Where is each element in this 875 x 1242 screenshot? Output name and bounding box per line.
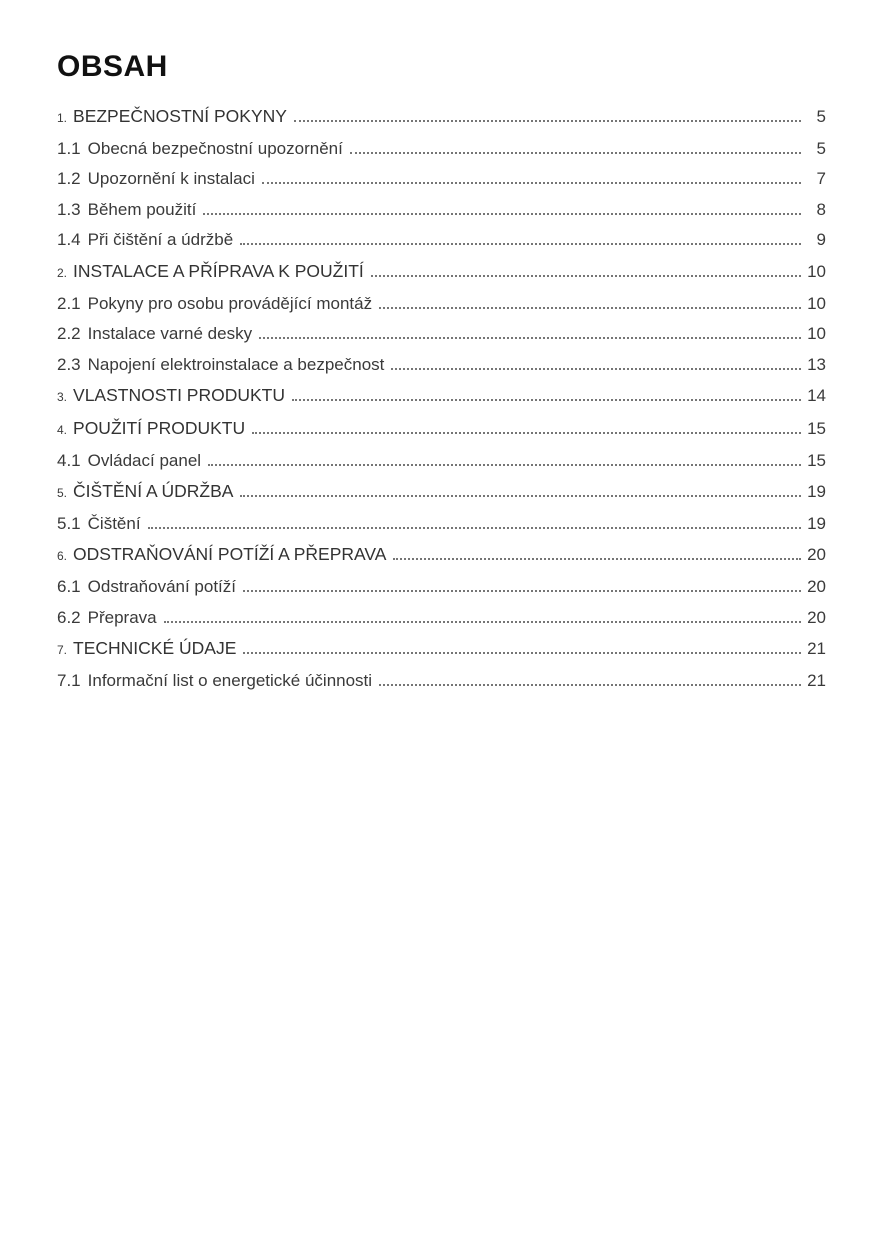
toc-entry-label: Ovládací panel — [87, 450, 202, 470]
toc-leader-dots — [391, 368, 801, 370]
toc-entry-label: VLASTNOSTI PRODUKTU — [73, 385, 285, 406]
toc-entry-page: 5 — [816, 107, 826, 126]
toc-entry-number: 1. — [57, 111, 68, 125]
toc-entry-label: Odstraňování potíží — [87, 576, 237, 596]
toc-entry-number: 1.1 — [57, 138, 81, 158]
toc-entry-number: 6. — [57, 549, 68, 564]
toc-entry-number: 7.1 — [57, 670, 81, 690]
toc-entry — [57, 164, 826, 195]
toc-leader-dots — [240, 243, 801, 245]
toc-entry-number: 6.1 — [57, 576, 81, 596]
toc-entry-label: TECHNICKÉ ÚDAJE — [73, 638, 237, 659]
toc-entry — [57, 256, 826, 289]
toc-entry — [57, 603, 826, 634]
toc-entry-page: 14 — [807, 386, 826, 406]
toc-entry-number: 1.3 — [57, 199, 81, 219]
toc-entry — [57, 350, 826, 381]
toc-entry-number: 5.1 — [57, 513, 81, 533]
toc-entry-number: 7. — [57, 643, 68, 658]
toc-entry-label: Během použití — [87, 199, 197, 219]
toc-leader-dots — [240, 495, 801, 497]
toc-entry-label: Přeprava — [87, 607, 157, 627]
toc-leader-dots — [203, 213, 801, 215]
toc-entry-label: Čištění — [87, 513, 141, 533]
toc-entry-label: POUŽITÍ PRODUKTU — [73, 417, 246, 438]
toc-entry — [57, 476, 826, 509]
toc-entry-label: BEZPEČNOSTNÍ POKYNY — [73, 106, 287, 126]
toc-entry-page: 21 — [807, 639, 826, 659]
toc-entry-page: 15 — [807, 418, 826, 438]
toc-leader-dots — [243, 590, 801, 592]
toc-entry — [57, 101, 826, 134]
toc-entry — [57, 225, 826, 256]
toc-leader-dots — [262, 182, 801, 184]
toc-entry — [57, 319, 826, 350]
toc-entry-page: 19 — [807, 482, 826, 502]
toc-leader-dots — [259, 337, 801, 339]
toc-entry-page: 10 — [807, 261, 826, 281]
toc-leader-dots — [294, 120, 801, 122]
toc-entry-page: 7 — [816, 169, 826, 189]
toc-entry-page: 20 — [807, 545, 826, 565]
toc-entry — [57, 413, 826, 446]
toc-entry-number: 2.3 — [57, 354, 81, 374]
toc-entry — [57, 289, 826, 320]
toc-leader-dots — [350, 152, 801, 154]
toc-entry — [57, 666, 826, 697]
toc-entry-page: 19 — [807, 513, 826, 533]
toc-leader-dots — [243, 652, 801, 654]
toc-entry-label: Instalace varné desky — [87, 324, 253, 344]
toc-entry-label: Při čištění a údržbě — [87, 230, 234, 250]
toc-entry — [57, 134, 826, 165]
toc-entry-label: INSTALACE A PŘÍPRAVA K POUŽITÍ — [73, 260, 364, 281]
toc-entry-number: 4. — [57, 422, 68, 437]
toc-entry-label: ODSTRAŇOVÁNÍ POTÍŽÍ A PŘEPRAVA — [73, 544, 387, 565]
toc-entry-label: Informační list o energetické účinnosti — [87, 670, 373, 690]
toc-entry-number: 5. — [57, 486, 68, 501]
toc-entry-number: 2.2 — [57, 324, 81, 344]
toc-leader-dots — [208, 464, 801, 466]
toc-leader-dots — [371, 275, 801, 277]
toc-entry-page: 13 — [807, 354, 826, 374]
toc-leader-dots — [379, 684, 801, 686]
toc-entry-number: 2. — [57, 265, 68, 280]
toc-entry — [57, 572, 826, 603]
toc-entry-page: 5 — [816, 138, 826, 158]
toc-entry-number: 6.2 — [57, 607, 81, 627]
toc-entry-page: 10 — [807, 293, 826, 313]
toc-entry — [57, 380, 826, 413]
toc-entry — [57, 195, 826, 226]
toc-entry — [57, 539, 826, 572]
toc-leader-dots — [379, 307, 801, 309]
toc-entry — [57, 509, 826, 540]
toc-entry-page: 15 — [807, 450, 826, 470]
toc-leader-dots — [164, 621, 801, 623]
toc-entry-label: Napojení elektroinstalace a bezpečnost — [87, 354, 385, 374]
toc-leader-dots — [393, 558, 801, 560]
toc-entry-label: Pokyny pro osobu provádějící montáž — [87, 293, 373, 313]
toc-entry-page: 20 — [807, 576, 826, 596]
toc-entry-page: 21 — [807, 670, 826, 690]
toc-entry-page: 20 — [807, 607, 826, 627]
toc-entry-number: 3. — [57, 390, 68, 405]
toc-entry-label: ČIŠTĚNÍ A ÚDRŽBA — [73, 481, 234, 502]
toc-entry-number: 1.4 — [57, 230, 81, 250]
toc-entry-label: Upozornění k instalaci — [87, 169, 255, 189]
toc-entry-page: 9 — [816, 230, 826, 250]
toc-entry-page: 8 — [816, 199, 826, 219]
toc-entry-number: 1.2 — [57, 169, 81, 189]
page-title: OBSAH — [57, 50, 168, 83]
toc-leader-dots — [292, 399, 801, 401]
toc-entry — [57, 446, 826, 477]
toc-leader-dots — [148, 527, 801, 529]
toc-entry-number: 2.1 — [57, 293, 81, 313]
toc-leader-dots — [252, 432, 801, 434]
toc-entry-page: 10 — [807, 324, 826, 344]
toc-entry-number: 4.1 — [57, 450, 81, 470]
toc-entry — [57, 633, 826, 666]
table-of-contents — [57, 101, 826, 696]
toc-entry-label: Obecná bezpečnostní upozornění — [87, 138, 343, 158]
